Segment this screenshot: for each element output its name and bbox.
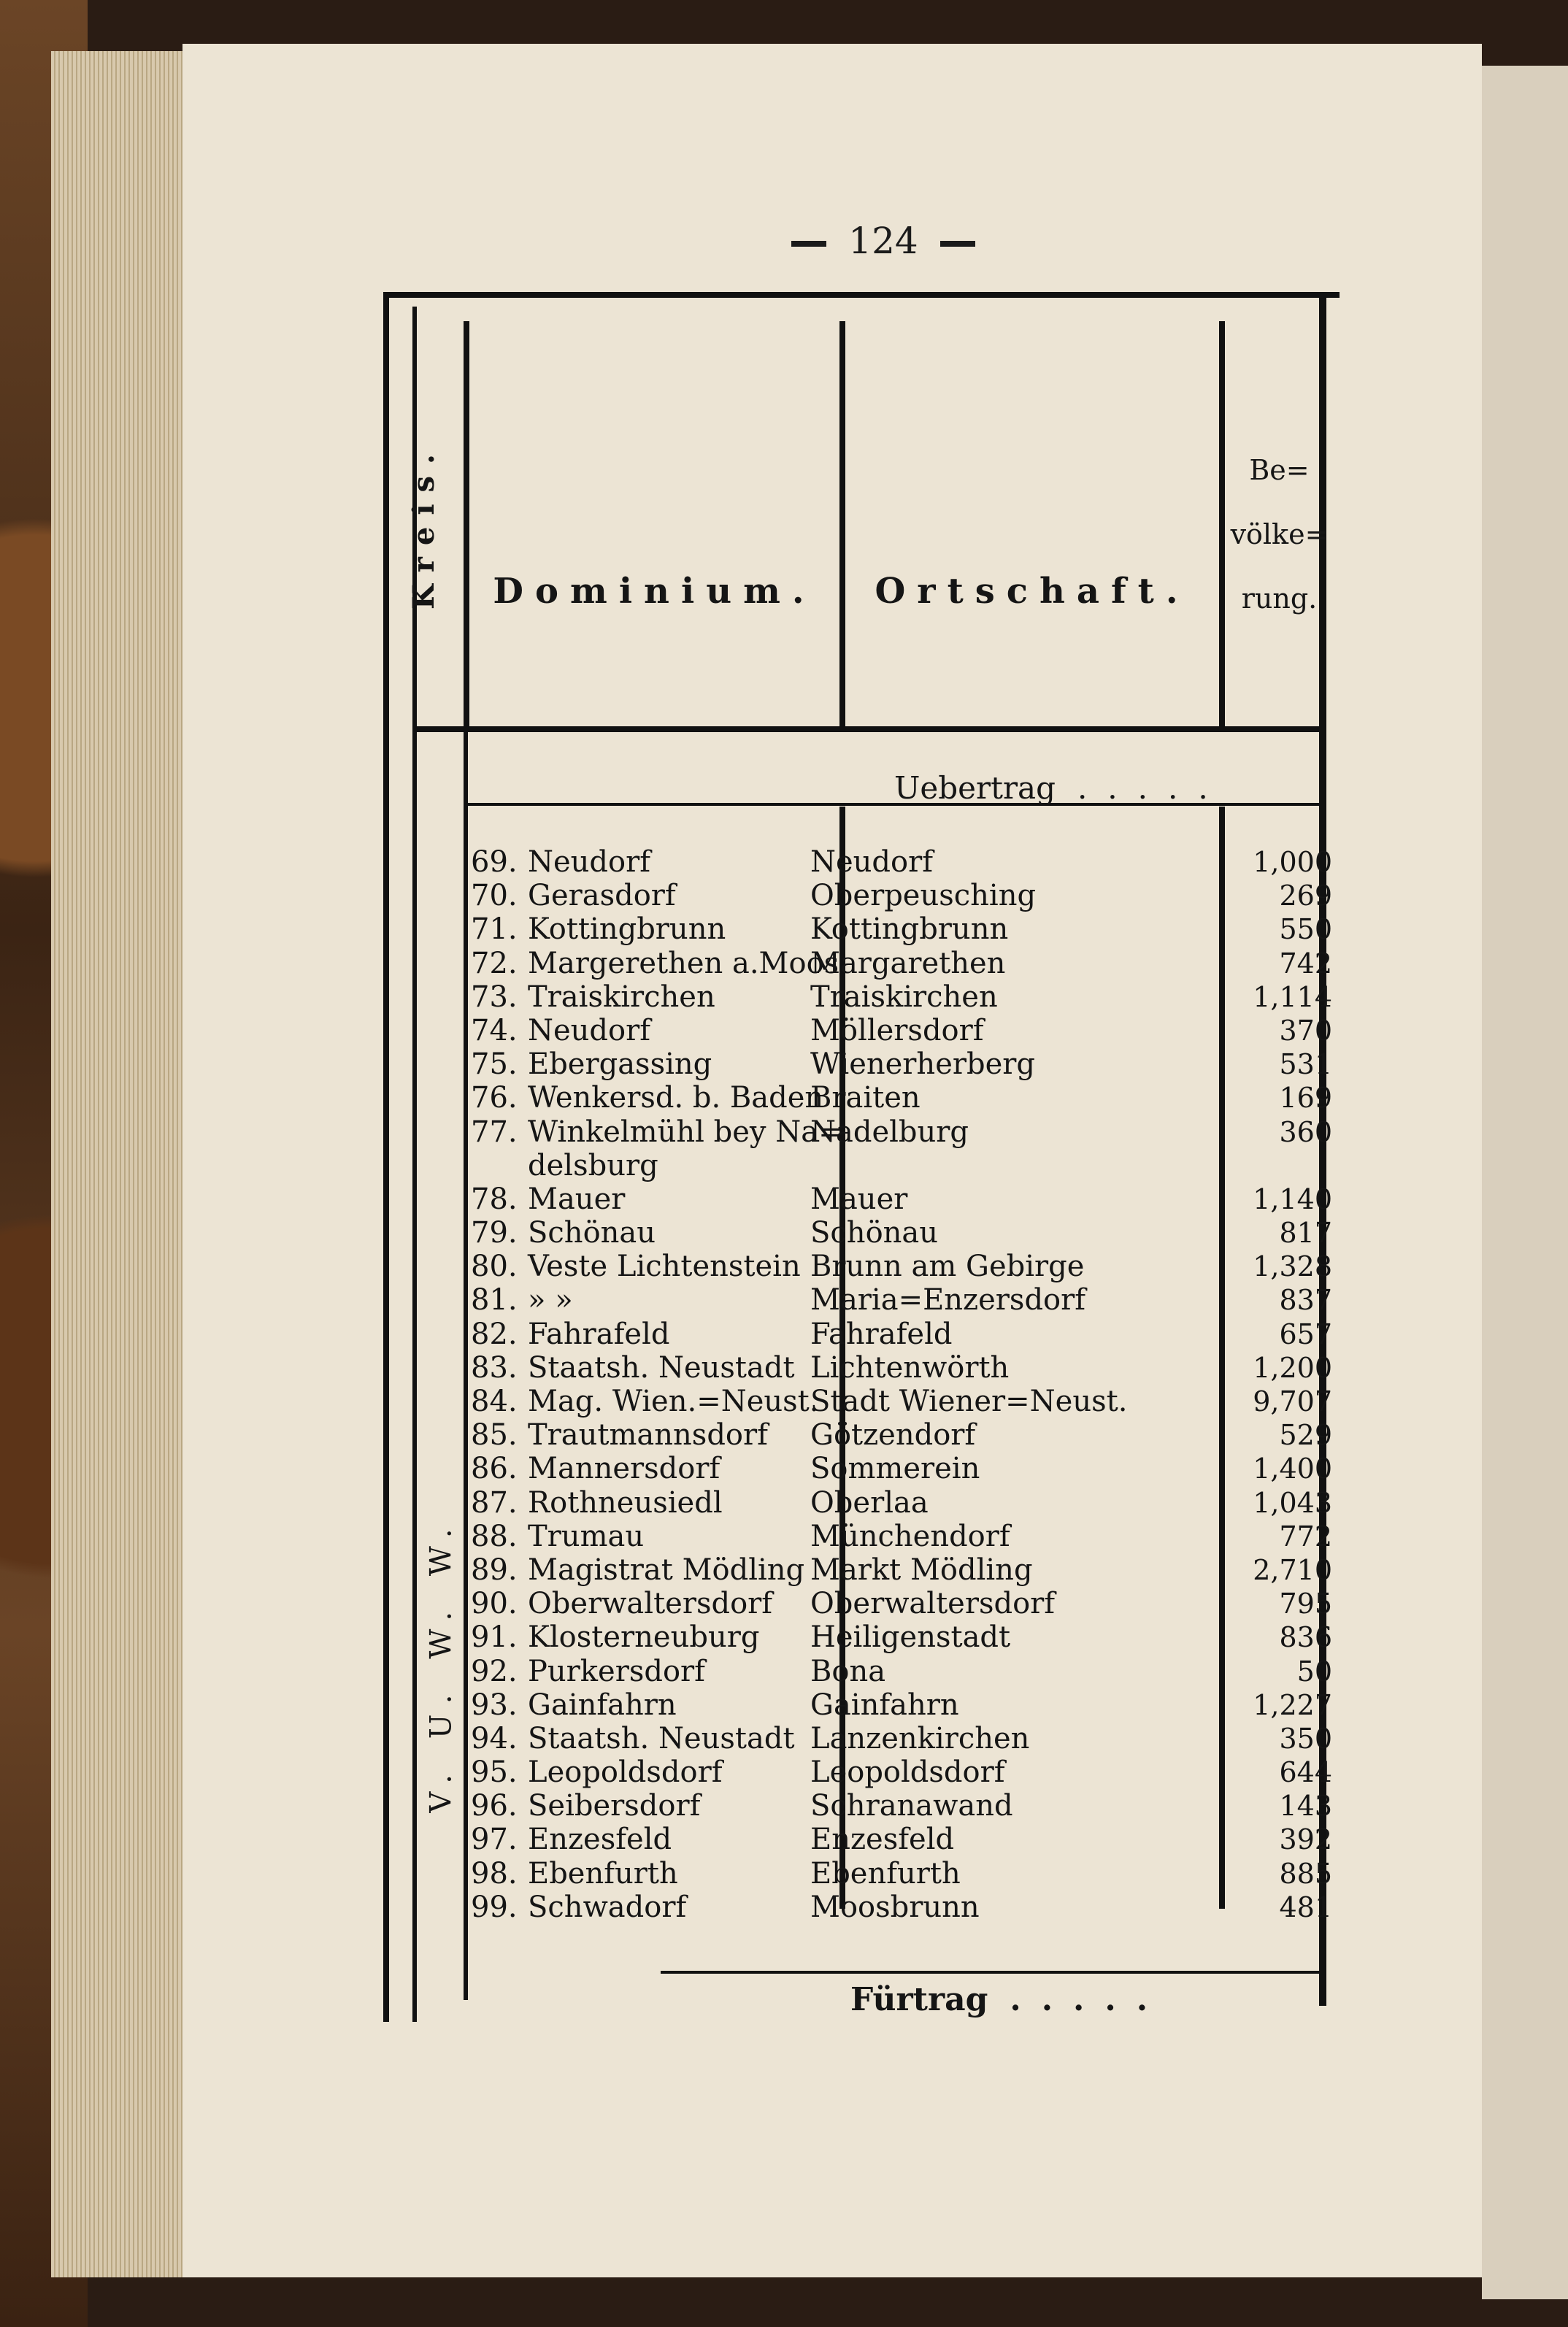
dominium-name: Schönau xyxy=(528,1216,656,1250)
dominium-cell xyxy=(471,1721,795,1755)
bevoelkerung-cell: 1,000 xyxy=(1253,846,1332,878)
dominium-name: Trautmannsdorf xyxy=(528,1418,768,1453)
ortschaft-cell: Ebenfurth xyxy=(810,1856,961,1891)
row-number: 95. xyxy=(471,1755,518,1790)
table-row xyxy=(471,1385,1332,1418)
bevoelkerung-cell: 2,710 xyxy=(1253,1553,1332,1586)
dominium-name: Ebenfurth xyxy=(528,1856,678,1891)
bevoelkerung-cell: 350 xyxy=(1279,1722,1332,1755)
table-row xyxy=(471,1553,1332,1587)
dominium-cell xyxy=(471,1452,792,1485)
table-row xyxy=(471,980,1332,1014)
ortschaft-cell: Wienerherberg xyxy=(810,1047,1035,1082)
page-edges xyxy=(51,51,197,2277)
dominium-cell xyxy=(471,1553,805,1587)
table-row xyxy=(471,947,1332,980)
dominium-cell xyxy=(471,1857,792,1891)
dominium-name: Ebergassing xyxy=(528,1047,712,1082)
row-number: 75. xyxy=(471,1047,518,1082)
dominium-cell xyxy=(471,1655,792,1688)
bevoelkerung-cell: 1,114 xyxy=(1253,980,1332,1013)
dominium-cell xyxy=(471,1385,819,1419)
table-row xyxy=(471,1250,1332,1283)
dominium-cell xyxy=(471,1486,792,1520)
uebertrag-label: Uebertrag xyxy=(894,770,1056,806)
dominium-name: Neudorf xyxy=(528,1013,651,1047)
dominium-name: Purkersdorf xyxy=(528,1654,705,1688)
dominium-name: Enzesfeld xyxy=(528,1823,672,1857)
table-row xyxy=(471,1688,1332,1722)
dominium-name: Winkelmühl bey Na= xyxy=(528,1115,843,1149)
table-row xyxy=(471,1047,1332,1081)
dominium-cell xyxy=(471,1891,792,1924)
bevoelkerung-cell: 1,140 xyxy=(1253,1182,1332,1215)
dominium-cell xyxy=(471,1789,792,1823)
table-row xyxy=(471,1452,1332,1485)
row-number: 82. xyxy=(471,1317,518,1351)
ortschaft-cell: Oberwaltersdorf xyxy=(810,1587,1056,1621)
table-row xyxy=(471,1823,1332,1856)
table-row xyxy=(471,1418,1332,1452)
table-row xyxy=(471,1014,1332,1047)
row-number: 71. xyxy=(471,912,518,947)
page-number: 124 xyxy=(745,212,1022,270)
dominium-name: Fahrafeld xyxy=(528,1317,670,1351)
ortschaft-cell: Heiligenstadt xyxy=(810,1620,1011,1655)
dominium-name: Trumau xyxy=(528,1519,645,1553)
dominium-name: Seibersdorf xyxy=(528,1789,701,1823)
ortschaft-cell: Brunn am Gebirge xyxy=(810,1250,1085,1284)
dominium-cell xyxy=(471,1216,792,1250)
table-row xyxy=(471,1891,1332,1924)
kreis-value: V. U. W. W. xyxy=(425,1515,458,1813)
bevoelkerung-cell: 143 xyxy=(1279,1790,1332,1823)
dominium-name: Neudorf xyxy=(528,845,651,879)
table-row xyxy=(471,1857,1332,1891)
table-row xyxy=(471,912,1332,946)
facing-page xyxy=(1482,66,1568,2299)
header-divider-1 xyxy=(464,321,469,730)
dominium-name: Mag. Wien.=Neust. xyxy=(528,1385,819,1419)
row-number: 85. xyxy=(471,1418,518,1453)
ortschaft-cell: Fahrafeld xyxy=(810,1317,953,1351)
row-number: 97. xyxy=(471,1823,518,1857)
dominium-name: Rothneusiedl xyxy=(528,1485,723,1520)
dominium-name: Kottingbrunn xyxy=(528,912,726,947)
header-bev-line-1: Be= xyxy=(1249,454,1310,486)
ortschaft-cell: Enzesfeld xyxy=(810,1823,955,1857)
row-number: 80. xyxy=(471,1250,518,1284)
dominium-name: Mauer xyxy=(528,1182,626,1216)
dominium-cell xyxy=(471,1418,792,1452)
dominium-cell xyxy=(471,1823,792,1856)
dominium-cell xyxy=(471,879,792,912)
row-number: 93. xyxy=(471,1688,518,1722)
bevoelkerung-cell: 481 xyxy=(1279,1891,1332,1923)
dominium-name: Gainfahrn xyxy=(528,1688,677,1722)
table-row xyxy=(471,1755,1332,1789)
row-number: 91. xyxy=(471,1620,518,1655)
header-bottom-rule xyxy=(412,726,1321,732)
bevoelkerung-cell: 742 xyxy=(1279,947,1332,980)
row-number: 98. xyxy=(471,1856,518,1891)
ortschaft-cell: Nadelburg xyxy=(810,1115,969,1149)
ortschaft-cell: Markt Mödling xyxy=(810,1553,1033,1587)
dominium-name: Leopoldsdorf xyxy=(528,1755,723,1790)
dominium-name: Wenkersd. b. Baden xyxy=(528,1081,824,1115)
dominium-cell xyxy=(471,845,792,879)
row-number: 83. xyxy=(471,1350,518,1385)
bevoelkerung-cell: 1,043 xyxy=(1253,1486,1332,1519)
bevoelkerung-cell: 1,400 xyxy=(1253,1453,1332,1485)
row-number: 88. xyxy=(471,1519,518,1553)
table-row xyxy=(471,1789,1332,1823)
ortschaft-cell: Götzendorf xyxy=(810,1418,976,1453)
dominium-cell xyxy=(471,1047,792,1081)
table-row xyxy=(471,1486,1332,1520)
dominium-cell xyxy=(471,1283,792,1317)
dominium-name: » » xyxy=(528,1283,573,1318)
ortschaft-cell: Maria=Enzersdorf xyxy=(810,1283,1086,1318)
dominium-cell xyxy=(471,1115,843,1182)
row-number: 99. xyxy=(471,1890,518,1924)
row-number: 74. xyxy=(471,1013,518,1047)
row-number: 92. xyxy=(471,1654,518,1688)
row-number: 79. xyxy=(471,1216,518,1250)
ortschaft-cell: Margarethen xyxy=(810,946,1006,980)
table-row xyxy=(471,1722,1332,1755)
table-row xyxy=(471,845,1332,879)
bevoelkerung-cell: 9,707 xyxy=(1253,1385,1332,1418)
table-row xyxy=(471,1655,1332,1688)
bevoelkerung-cell: 837 xyxy=(1279,1284,1332,1317)
row-number: 96. xyxy=(471,1789,518,1823)
table-row xyxy=(471,1081,1332,1115)
bevoelkerung-cell: 392 xyxy=(1279,1823,1332,1856)
row-number: 70. xyxy=(471,879,518,913)
dominium-name: Veste Lichtenstein xyxy=(528,1250,801,1284)
table-row xyxy=(471,1283,1332,1317)
bevoelkerung-cell: 550 xyxy=(1279,913,1332,946)
bevoelkerung-cell: 836 xyxy=(1279,1621,1332,1654)
ortschaft-cell: Möllersdorf xyxy=(810,1013,984,1047)
dominium-name: Traiskirchen xyxy=(528,980,715,1014)
row-number: 94. xyxy=(471,1721,518,1755)
row-number: 73. xyxy=(471,980,518,1014)
dominium-name-continued: delsburg xyxy=(528,1148,658,1182)
header-divider-2 xyxy=(839,321,845,730)
row-number: 77. xyxy=(471,1115,518,1149)
bevoelkerung-cell: 169 xyxy=(1279,1082,1332,1115)
bevoelkerung-cell: 772 xyxy=(1279,1520,1332,1553)
bevoelkerung-cell: 370 xyxy=(1279,1014,1332,1047)
table-top-rule xyxy=(383,292,1340,298)
dominium-name: Staatsh. Neustadt xyxy=(528,1721,795,1755)
ortschaft-cell: Stadt Wiener=Neust. xyxy=(810,1385,1128,1419)
row-number: 69. xyxy=(471,845,518,879)
dominium-cell xyxy=(471,912,792,946)
row-number: 90. xyxy=(471,1587,518,1621)
ortschaft-cell: Leopoldsdorf xyxy=(810,1755,1005,1790)
dominium-cell xyxy=(471,980,792,1014)
header-dominium: Dominium. xyxy=(493,571,816,612)
ortschaft-cell: Kottingbrunn xyxy=(810,912,1009,947)
dominium-name: Mannersdorf xyxy=(528,1452,720,1486)
bevoelkerung-cell: 1,200 xyxy=(1253,1351,1332,1384)
ortschaft-cell: Oberpeusching xyxy=(810,879,1037,913)
bevoelkerung-cell: 657 xyxy=(1279,1318,1332,1350)
ortschaft-cell: Braiten xyxy=(810,1081,921,1115)
bevoelkerung-cell: 269 xyxy=(1279,880,1332,912)
row-number: 86. xyxy=(471,1452,518,1486)
ortschaft-cell: Moosbrunn xyxy=(810,1890,980,1924)
uebertrag-row: Uebertrag ..... xyxy=(894,770,1229,806)
table-row xyxy=(471,1520,1332,1553)
dominium-cell xyxy=(471,1350,795,1385)
header-kreis: Kreis. xyxy=(406,442,441,609)
bevoelkerung-cell: 1,227 xyxy=(1253,1688,1332,1721)
table-row xyxy=(471,1318,1332,1351)
row-number: 76. xyxy=(471,1081,518,1115)
dominium-cell xyxy=(471,1520,792,1553)
table-body xyxy=(471,845,1332,1924)
dominium-cell xyxy=(471,1318,792,1351)
bevoelkerung-cell: 644 xyxy=(1279,1756,1332,1789)
dominium-name: Margerethen a.Moos xyxy=(528,946,839,980)
header-bev-line-2: völke= xyxy=(1230,518,1329,550)
ortschaft-cell: Neudorf xyxy=(810,845,934,879)
table-row xyxy=(471,1115,1332,1182)
dominium-cell xyxy=(471,1755,792,1789)
row-number: 78. xyxy=(471,1182,518,1216)
row-number: 84. xyxy=(471,1385,518,1419)
ortschaft-cell: Bona xyxy=(810,1654,886,1688)
header-bev-line-3: rung. xyxy=(1241,582,1318,615)
header-ortschaft: Ortschaft. xyxy=(875,571,1190,612)
dominium-cell xyxy=(471,1620,792,1654)
ortschaft-cell: Lanzenkirchen xyxy=(810,1721,1030,1755)
bevoelkerung-cell: 795 xyxy=(1279,1588,1332,1620)
ortschaft-cell: Mauer xyxy=(810,1182,908,1216)
ortschaft-cell: Lichtenwörth xyxy=(810,1350,1010,1385)
table-row xyxy=(471,879,1332,912)
dominium-cell xyxy=(471,1014,792,1047)
ortschaft-cell: Sommerein xyxy=(810,1452,980,1486)
table-row xyxy=(471,1182,1332,1216)
dominium-name: Gerasdorf xyxy=(528,879,676,913)
bevoelkerung-cell: 885 xyxy=(1279,1857,1332,1890)
row-number: 81. xyxy=(471,1283,518,1318)
bevoelkerung-cell: 50 xyxy=(1296,1655,1332,1688)
ortschaft-cell: Gainfahrn xyxy=(810,1688,959,1722)
bevoelkerung-cell: 817 xyxy=(1279,1217,1332,1250)
bevoelkerung-cell: 1,328 xyxy=(1253,1250,1332,1283)
row-number: 87. xyxy=(471,1485,518,1520)
row-number: 72. xyxy=(471,946,518,980)
fuertrag-row: Fürtrag ..... xyxy=(850,1981,1169,2018)
dominium-name: Oberwaltersdorf xyxy=(528,1587,773,1621)
ortschaft-cell: Münchendorf xyxy=(810,1519,1010,1553)
table-row xyxy=(471,1620,1332,1654)
dominium-cell xyxy=(471,946,839,980)
ortschaft-cell: Oberlaa xyxy=(810,1485,929,1520)
header-divider-3 xyxy=(1219,321,1225,730)
dominium-name: Magistrat Mödling xyxy=(528,1553,805,1587)
population-table xyxy=(383,292,1340,2029)
fuertrag-label: Fürtrag xyxy=(850,1981,988,2018)
table-row xyxy=(471,1587,1332,1620)
dominium-cell xyxy=(471,1250,801,1284)
dominium-cell xyxy=(471,1182,792,1216)
dominium-name: Klosterneuburg xyxy=(528,1620,760,1655)
bevoelkerung-cell: 531 xyxy=(1279,1048,1332,1081)
bevoelkerung-cell: 360 xyxy=(1279,1115,1332,1148)
ortschaft-cell: Traiskirchen xyxy=(810,980,998,1014)
table-row xyxy=(471,1216,1332,1250)
header-bevoelkerung xyxy=(1226,438,1332,628)
ortschaft-cell: Schönau xyxy=(810,1216,939,1250)
bevoelkerung-cell: 529 xyxy=(1279,1419,1332,1452)
ortschaft-cell: Schranawand xyxy=(810,1789,1013,1823)
row-number: 89. xyxy=(471,1553,518,1587)
dominium-name: Staatsh. Neustadt xyxy=(528,1350,795,1385)
dominium-cell xyxy=(471,1688,792,1722)
dominium-cell xyxy=(471,1587,792,1620)
dominium-cell xyxy=(471,1081,824,1115)
dominium-name: Schwadorf xyxy=(528,1890,687,1924)
table-row xyxy=(471,1351,1332,1385)
